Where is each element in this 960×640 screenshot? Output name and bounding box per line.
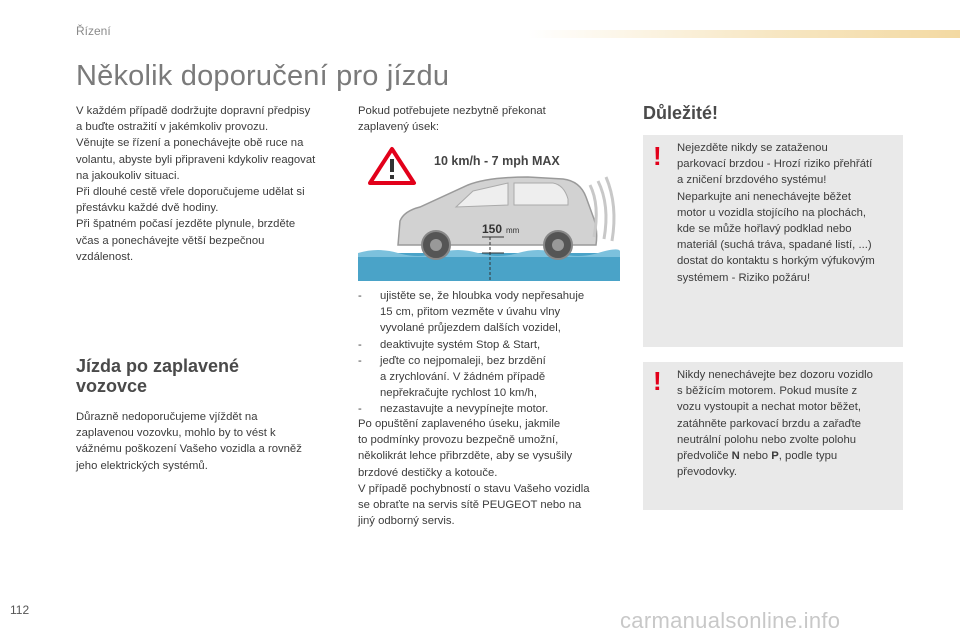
depth-unit: mm: [506, 226, 520, 235]
water-area: [358, 253, 620, 281]
warning-text-unattended-vehicle: Nikdy nenechávejte bez dozoru vozidlo s běžícím motorem. Pokud musíte z vozu vystoupit a nechat motor běžet, zatáhněte parkovací brzdu a zařaďte neutrální polohu nebo zvolte polohu předvoliče N nebo P, podle typu převodovky.: [677, 369, 873, 479]
flood-intro-paragraph: Pokud potřebujete nezbytně překonat zaplavený úsek:: [358, 105, 546, 134]
list-dash: -: [358, 338, 362, 351]
section-label: Řízení: [76, 24, 111, 38]
warning-box-unattended-vehicle: [643, 362, 903, 510]
list-item-text: deaktivujte systém Stop & Start,: [380, 338, 541, 351]
list-item: [358, 353, 623, 402]
list-dash: -: [358, 403, 362, 416]
list-item-text: jeďte co nejpomaleji, bez brzdění a zrychlování. V žádném případě nepřekračujte rychlost 10 km/h,: [380, 354, 546, 400]
flood-instructions: [358, 288, 623, 418]
gear-n-label: N: [731, 450, 740, 463]
list-item-text: nezastavujte a nevypínejte motor.: [380, 403, 549, 416]
list-item: [358, 288, 623, 337]
flood-paragraph: Důrazně nedoporučujeme vjíždět na zaplavenou vozovku, mohlo by to vést k vážnému poškození Vašeho vozidla a rovněž jeho elektrických systémů.: [76, 411, 302, 472]
flood-instructions-list: [358, 288, 623, 418]
warning-text-parking-brake: Nejezděte nikdy se zataženou parkovací brzdou - Hrozí riziko přehřátí a zničení brzdového systému! Neparkujte ani nenechávejte běžet motor u vozidla stojícího na plochách, kde se může hořlavý podklad nebo materiál (suchá tráva, spadané listí, ...) dostat do kontaktu s horkým výfukovým systémem - Riziko požáru!: [677, 142, 875, 284]
exclamation-icon: !: [653, 366, 662, 396]
list-dash: -: [358, 290, 362, 302]
page-title: Několik doporučení pro jízdu: [76, 60, 450, 92]
list-item-text: ujistěte se, že hloubka vody nepřesahuje 15 cm, přitom vezměte v úvahu vlny vyvolané průjezdem dalších vozidel,: [380, 290, 585, 335]
watermark: carmanualsonline.info: [620, 608, 841, 633]
flooded-road-illustration: [358, 141, 620, 281]
exclamation-icon: !: [653, 141, 662, 171]
warning-box-parking-brake: [643, 135, 903, 347]
gear-p-label: P: [771, 450, 779, 463]
depth-value: 150: [482, 222, 503, 236]
list-dash: -: [358, 354, 362, 367]
header-accent-bar: [0, 30, 960, 38]
flood-heading: Jízda po zaplavené vozovce: [76, 356, 240, 396]
speed-limit-label: 10 km/h - 7 mph MAX: [434, 154, 560, 168]
important-heading: Důležité!: [643, 103, 719, 123]
page-number: 112: [10, 603, 30, 617]
intro-paragraph: V každém případě dodržujte dopravní předpisy a buďte ostražití v jakémkoliv provozu. Věnujte se řízení a ponechávejte obě ruce na volantu, abyste byli připraveni kdykoliv reagovat na jakoukoliv situaci. Při dlouhé cestě vřele doporučujeme udělat si přestávku každé dvě hodiny. Při špatném počasí jezděte plynule, brzděte včas a ponechávejte větší bezpečnou vzdálenost.: [76, 105, 316, 263]
list-item: [358, 337, 623, 353]
after-flood-paragraph: Po opuštění zaplaveného úseku, jakmile to podmínky provozu bezpečně umožní, několikrát lehce přibrzděte, aby se vysušily brzdové destičky a kotouče. V případě pochybností o stavu Vašeho vozidla se obraťte na servis sítě PEUGEOT nebo na jiný odborný servis.: [358, 418, 590, 528]
